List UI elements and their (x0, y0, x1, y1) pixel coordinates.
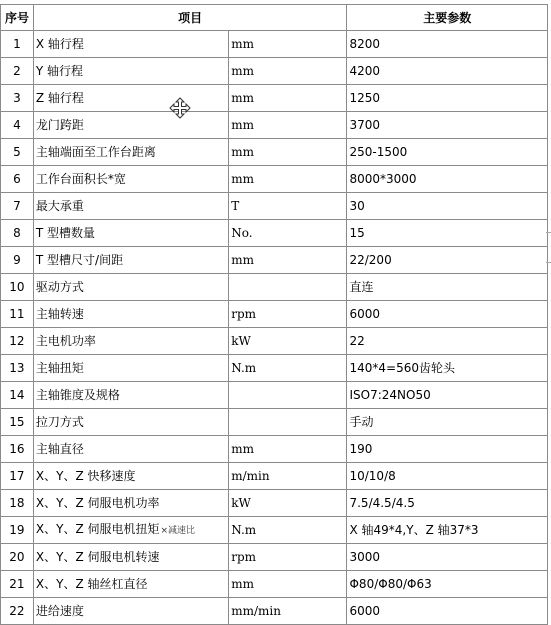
table-row (1, 355, 548, 382)
item-cell (33, 463, 228, 490)
row-number: 17 (1, 463, 34, 490)
row-number: 19 (1, 517, 34, 544)
param-cell: 7.5/4.5/4.5 (347, 490, 548, 517)
item-label: X、Y、Z 轴丝杠直径 (35, 577, 148, 591)
item-cell (33, 85, 228, 112)
move-cursor-icon (169, 97, 191, 119)
param-cell: Φ80/Φ80/Φ63 (347, 571, 548, 598)
item-cell (33, 301, 228, 328)
table-row (1, 463, 548, 490)
item-label: X、Y、Z 伺服电机转速 (35, 550, 160, 564)
item-cell (33, 382, 228, 409)
table-row (1, 409, 548, 436)
item-cell (33, 490, 228, 517)
table-row (1, 58, 548, 85)
table-row (1, 436, 548, 463)
row-number: 2 (1, 58, 34, 85)
table-row (1, 31, 548, 58)
param-cell: 8000*3000 (347, 166, 548, 193)
unit-cell: m/min (229, 463, 347, 490)
param-cell: 6000 (347, 598, 548, 625)
param-cell: 190 (347, 436, 548, 463)
table-row (1, 112, 548, 139)
item-cell (33, 328, 228, 355)
row-number: 22 (1, 598, 34, 625)
unit-cell: kW (229, 328, 347, 355)
row-number: 6 (1, 166, 34, 193)
item-label: 主轴端面至工作台距离 (35, 145, 156, 159)
header-row (1, 5, 548, 31)
item-cell (33, 220, 228, 247)
unit-cell: N.m (229, 355, 347, 382)
unit-cell: mm (229, 436, 347, 463)
row-number: 16 (1, 436, 34, 463)
param-cell: 1250 (347, 85, 548, 112)
item-label: 拉刀方式 (35, 415, 84, 429)
param-cell: 3000 (347, 544, 548, 571)
item-label: X 轴行程 (35, 37, 84, 51)
item-cell (33, 544, 228, 571)
item-cell (33, 193, 228, 220)
unit-cell: N.m (229, 517, 347, 544)
item-label: Z 轴行程 (35, 91, 84, 105)
header-param: 主要参数 (347, 5, 548, 31)
item-label: 龙门跨距 (35, 118, 84, 132)
item-label: 主电机功率 (35, 334, 96, 348)
unit-cell: rpm (229, 301, 347, 328)
param-cell: 3700 (347, 112, 548, 139)
unit-cell: mm (229, 571, 347, 598)
unit-cell: mm (229, 166, 347, 193)
item-cell (33, 139, 228, 166)
item-label: 工作台面积长*宽 (35, 172, 126, 186)
item-label: 最大承重 (35, 199, 84, 213)
param-cell: 4200 (347, 58, 548, 85)
table-row (1, 193, 548, 220)
row-number: 15 (1, 409, 34, 436)
table-row (1, 85, 548, 112)
param-cell: 22 (347, 328, 548, 355)
item-label: 主轴直径 (35, 442, 84, 456)
table-row (1, 139, 548, 166)
unit-cell: kW (229, 490, 347, 517)
row-number: 7 (1, 193, 34, 220)
table-row (1, 517, 548, 544)
row-number: 8 (1, 220, 34, 247)
unit-cell (229, 409, 347, 436)
table-row (1, 220, 548, 247)
unit-cell (229, 382, 347, 409)
item-cell (33, 247, 228, 274)
table-row (1, 166, 548, 193)
row-number: 14 (1, 382, 34, 409)
unit-cell: T (229, 193, 347, 220)
item-label: T 型槽数量 (35, 226, 96, 240)
param-cell: 30 (347, 193, 548, 220)
table-row (1, 598, 548, 625)
item-label: 主轴扭矩 (35, 361, 84, 375)
param-cell: 6000 (347, 301, 548, 328)
param-cell: ISO7:24NO50 (347, 382, 548, 409)
param-cell: X 轴49*4,Y、Z 轴37*3 (347, 517, 548, 544)
table-row (1, 274, 548, 301)
item-label: 主轴锥度及规格 (35, 388, 120, 402)
item-cell (33, 436, 228, 463)
unit-cell: mm (229, 85, 347, 112)
unit-cell: mm (229, 112, 347, 139)
row-number: 13 (1, 355, 34, 382)
row-number: 18 (1, 490, 34, 517)
row-number: 9 (1, 247, 34, 274)
item-note: ×减速比 (160, 526, 196, 536)
unit-cell (229, 274, 347, 301)
row-number: 3 (1, 85, 34, 112)
table-row (1, 247, 548, 274)
table-row (1, 544, 548, 571)
item-label: X、Y、Z 快移速度 (35, 469, 136, 483)
param-cell: 直连 (347, 274, 548, 301)
item-cell (33, 112, 228, 139)
table-body (1, 31, 548, 625)
unit-cell: mm (229, 247, 347, 274)
item-label: X、Y、Z 伺服电机功率 (35, 496, 160, 510)
row-number: 20 (1, 544, 34, 571)
table-row (1, 382, 548, 409)
item-cell (33, 355, 228, 382)
header-no: 序号 (1, 5, 34, 31)
page-edge-mark (546, 232, 551, 233)
param-cell: 15 (347, 220, 548, 247)
spec-table (0, 4, 548, 625)
item-cell (33, 517, 228, 544)
table-row (1, 571, 548, 598)
item-label: T 型槽尺寸/间距 (35, 253, 124, 267)
unit-cell: mm (229, 139, 347, 166)
row-number: 4 (1, 112, 34, 139)
row-number: 21 (1, 571, 34, 598)
item-cell (33, 58, 228, 85)
item-label: 进给速度 (35, 604, 84, 618)
row-number: 1 (1, 31, 34, 58)
item-cell (33, 166, 228, 193)
unit-cell: rpm (229, 544, 347, 571)
table-row (1, 328, 548, 355)
item-cell (33, 409, 228, 436)
param-cell: 250-1500 (347, 139, 548, 166)
unit-cell: No. (229, 220, 347, 247)
row-number: 11 (1, 301, 34, 328)
item-label: Y 轴行程 (35, 64, 84, 78)
param-cell: 140*4=560齿轮头 (347, 355, 548, 382)
item-cell (33, 598, 228, 625)
item-label: 驱动方式 (35, 280, 84, 294)
item-cell (33, 274, 228, 301)
table-row (1, 490, 548, 517)
item-label: X、Y、Z 伺服电机扭矩 (35, 522, 160, 536)
row-number: 5 (1, 139, 34, 166)
unit-cell: mm/min (229, 598, 347, 625)
row-number: 12 (1, 328, 34, 355)
item-label: 主轴转速 (35, 307, 84, 321)
page-edge-mark (546, 262, 551, 263)
unit-cell: mm (229, 31, 347, 58)
param-cell: 8200 (347, 31, 548, 58)
table-row (1, 301, 548, 328)
item-cell (33, 31, 228, 58)
param-cell: 手动 (347, 409, 548, 436)
unit-cell: mm (229, 58, 347, 85)
item-cell (33, 571, 228, 598)
param-cell: 22/200 (347, 247, 548, 274)
param-cell: 10/10/8 (347, 463, 548, 490)
row-number: 10 (1, 274, 34, 301)
header-item: 项目 (33, 5, 347, 31)
